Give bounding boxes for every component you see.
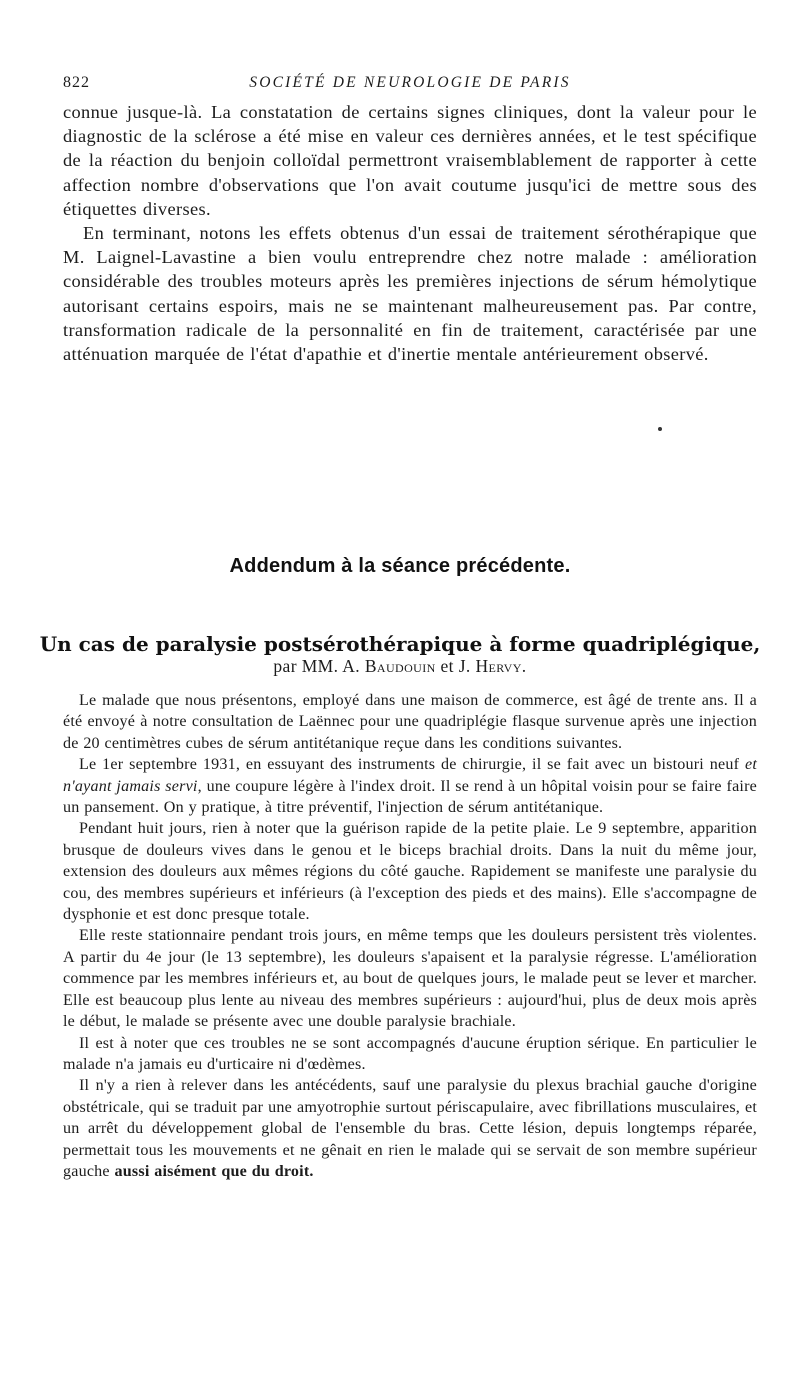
addendum-heading: Addendum à la séance précédente. [229,555,571,577]
print-speck [658,427,662,431]
authors-conjunction: et J. [440,656,471,676]
emphasis-text: et n'ayant jamais servi [63,756,757,795]
authors-prefix: par MM. A. [273,656,361,676]
intro-text [63,100,757,366]
paragraph-text: , une coupure légère à l'index droit. Il se rend à un hôpital voisin pour se faire faire un pansement. On y pratique, à titre préventif, l'injection de sérum antitétanique. [63,777,758,817]
page-header [63,74,757,96]
running-title: SOCIÉTÉ DE NEUROLOGIE DE PARIS [249,74,571,91]
article-paragraph: Pendant huit jours, rien à noter que la guérison rapide de la petite plaie. Le 9 septembre, apparition brusque de douleurs vives dans le genou et le biceps brachial droits. Dans la nuit du même jour, extension des douleurs aux mêmes régions du côté gauche. Rapidement se manifeste une paralysie du cou, des membres supérieurs et inférieurs (à l'exception des pieds et des mains). Elle s'accompagne de dysphonie et est donc presque totale. [63,820,757,924]
article-paragraph [63,754,757,818]
article-paragraph: Elle reste stationnaire pendant trois jours, en même temps que les douleurs persistent très violentes. A partir du 4e jour (le 13 septembre), les douleurs s'apaisent et la paralysie régresse. L'amélioration commence par les membres inférieurs et, au bout de quelques jours, le malade peut se lever et marcher. Elle est beaucoup plus lente au niveau des membres supérieurs : aujourd'hui, plus de deux mois après le début, le malade se présente avec une double paralysie brachiale. [63,927,757,1031]
article-paragraph [63,1075,757,1182]
article-body [63,690,757,1182]
paragraph-text: Il n'y a rien à relever dans les antécédents, sauf une paralysie du plexus brachial gauche d'origine obstétricale, qui se traduit par une amyotrophie surtout périscapulaire, avec fibrillations musculaires, et un arrêt du développement global de l'ensemble du bras. Cette lésion, depuis longtemps réparée, permettait tous les mouvements et ne gênait en rien le malade qui se servait de son membre supérieur gauche [63,1077,757,1180]
article-authors [0,656,800,677]
paragraph-last-line: aussi aisément que du droit. [114,1162,314,1180]
intro-paragraph: connue jusque-là. La constatation de certains signes cliniques, dont la valeur pour le diagnostic de la sclérose a été mise en valeur ces dernières années, et le test spécifique de la réaction du benjoin colloïdal permettront vraisemblablement de rapporter à cette affection nombre d'observations que l'on avait coutume jusqu'ici de mettre sous des étiquettes diverses. [63,102,757,219]
author-name: Hervy. [475,656,527,676]
article-title: Un cas de paralysie postsérothérapique à forme quadriplégique, [39,632,761,656]
author-name: Baudouin [364,656,436,676]
paragraph-text: Le 1er septembre 1931, en essuyant des instruments de chirurgie, il se fait avec un bistouri neuf [79,756,740,774]
article-paragraph: Il est à noter que ces troubles ne se sont accompagnés d'aucune éruption sérique. En particulier le malade n'a jamais eu d'urticaire ni d'œdèmes. [63,1034,757,1073]
article-paragraph: Le malade que nous présentons, employé dans une maison de commerce, est âgé de trente ans. Il a été envoyé à notre consultation de Laënnec pour une quadriplégie flasque survenue après une injection de 20 centimètres cubes de sérum antitétanique reçue dans les conditions suivantes. [63,692,757,752]
intro-paragraph: En terminant, notons les effets obtenus d'un essai de traitement sérothérapique que M. Laignel-Lavastine a bien voulu entreprendre chez notre malade : amélioration considérable des troubles moteurs après les premières injections de sérum hémolytique autorisant certains espoirs, mais ne se maintenant malheureusement pas. Par contre, transformation radicale de la personnalité en fin de traitement, caractérisée par une atténuation marquée de l'état d'apathie et d'inertie mentale antérieurement observé. [63,223,757,365]
page-number: 822 [63,74,90,91]
